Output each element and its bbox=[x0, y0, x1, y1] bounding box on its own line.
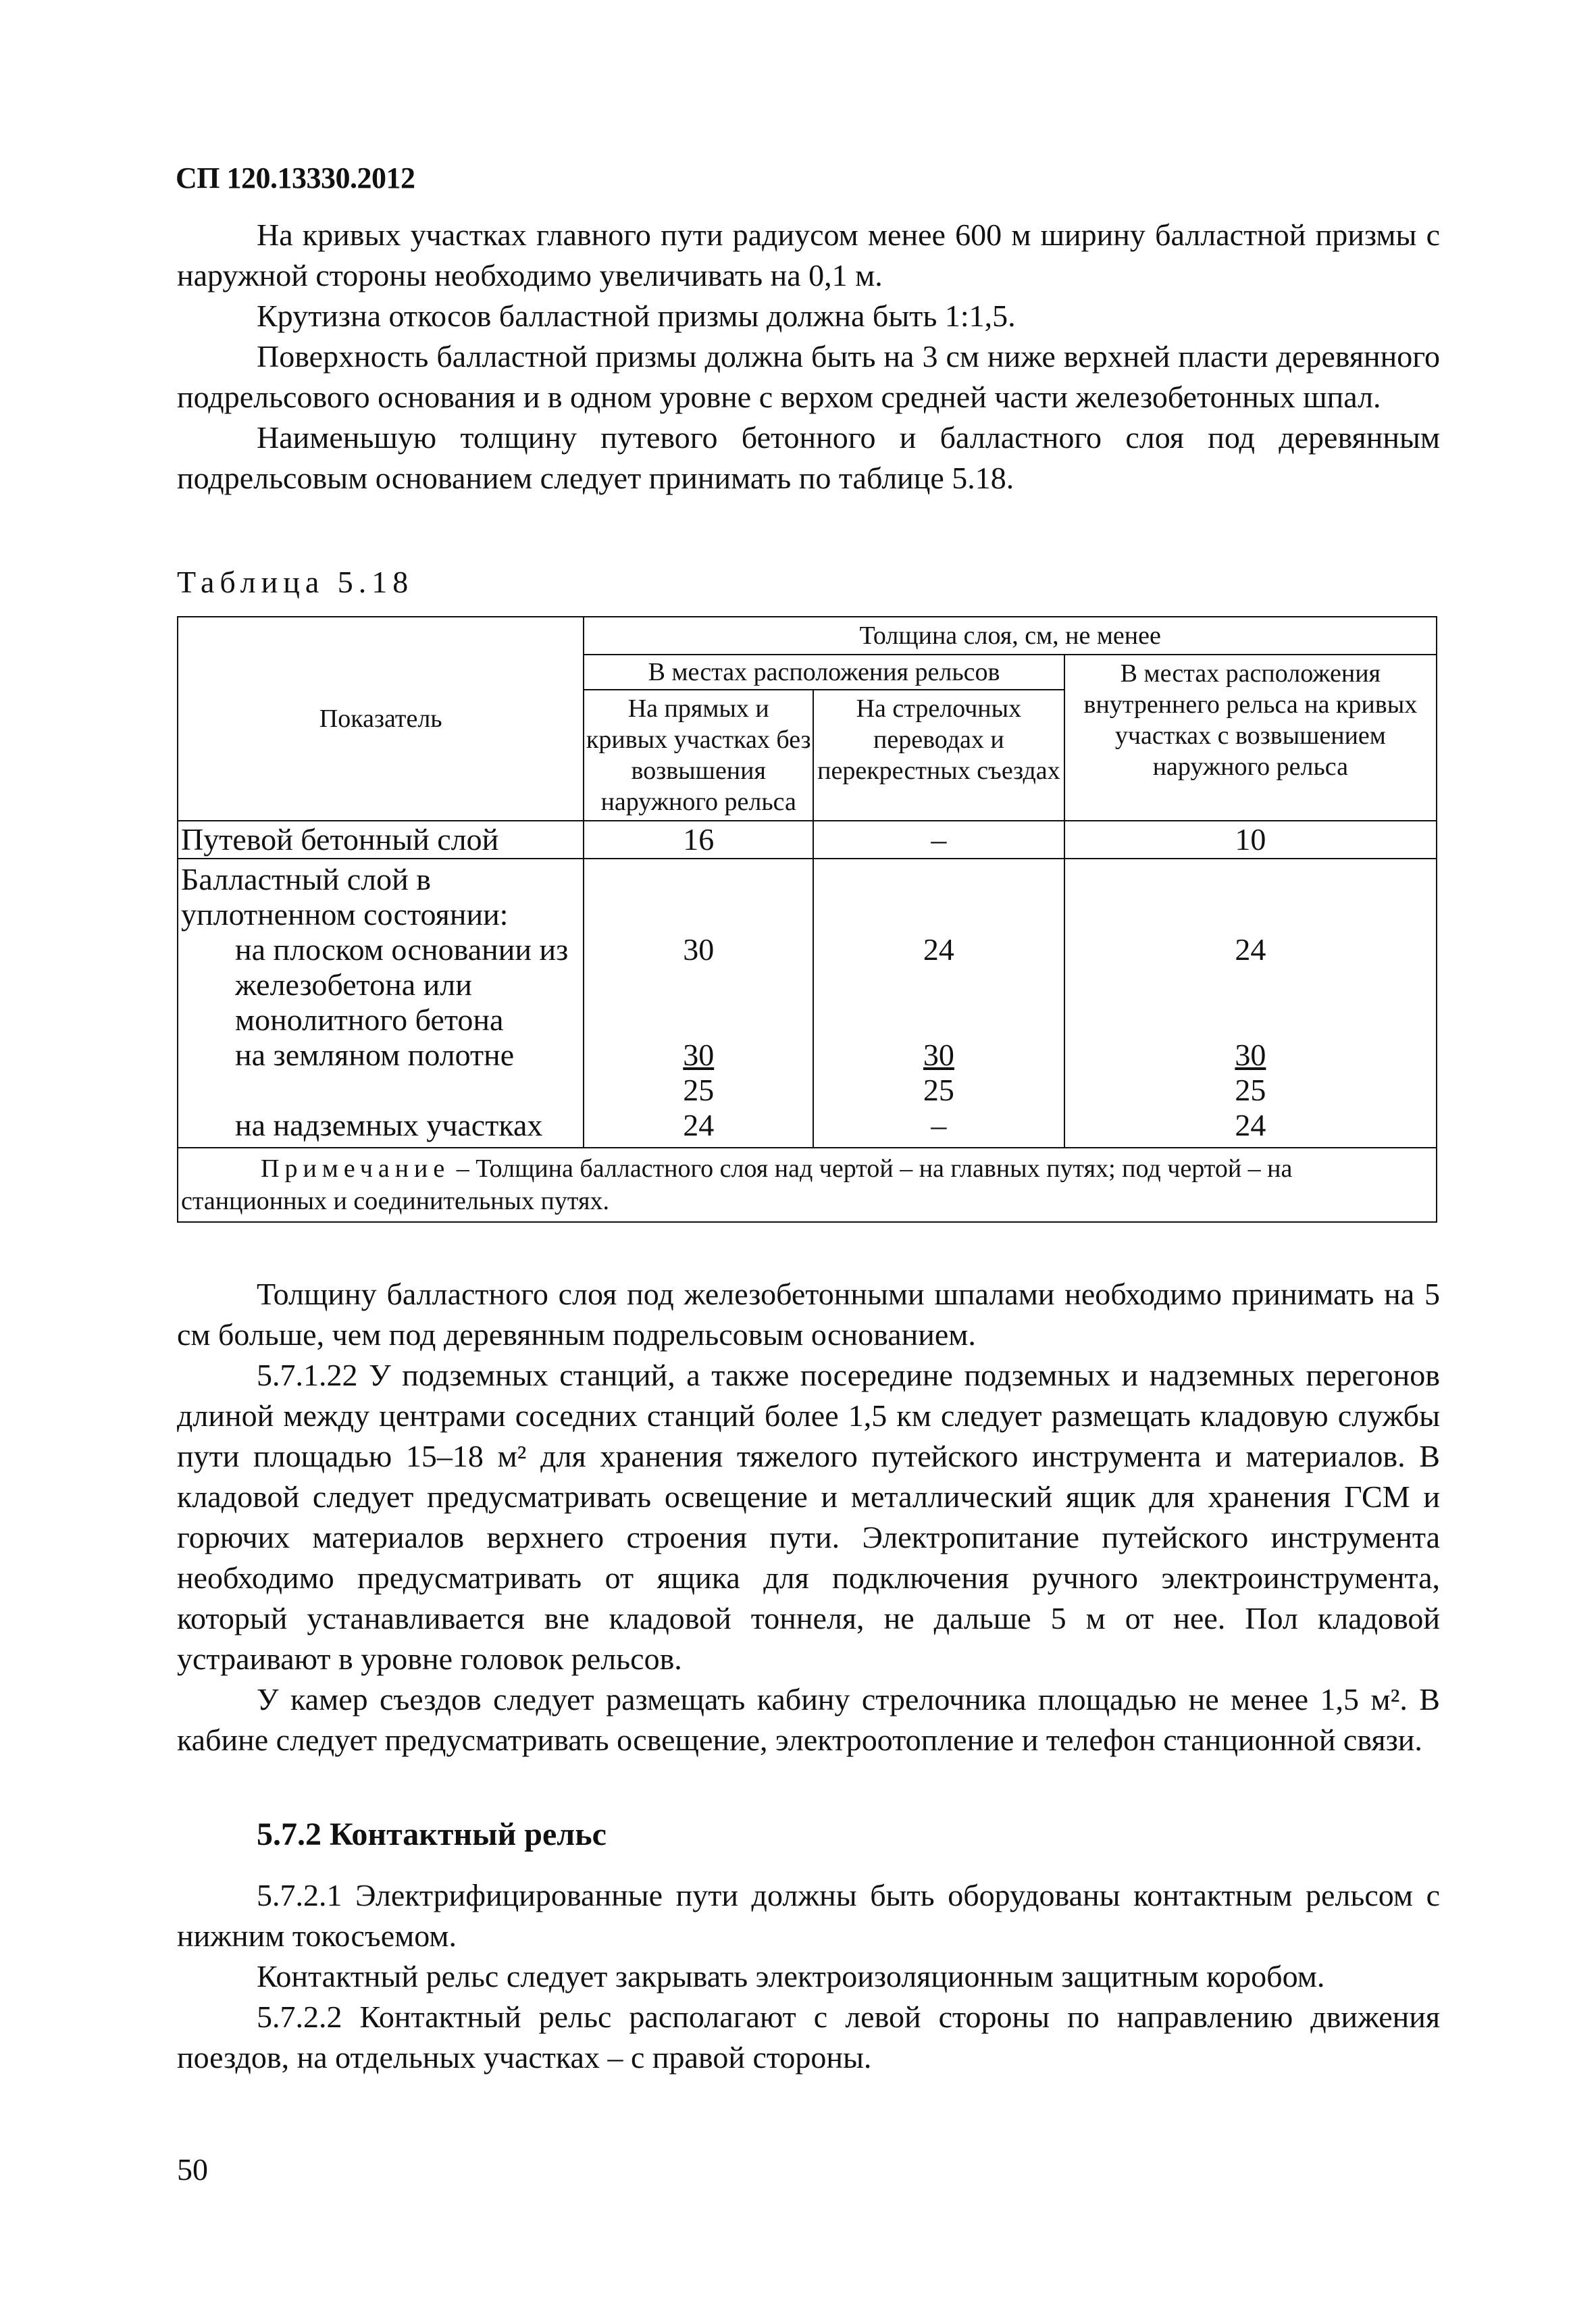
cell-value: 24 bbox=[683, 1108, 715, 1142]
header-straight-sections: На прямых и кривых участках без возвышения наружного рельса bbox=[584, 690, 813, 821]
cell-value: 10 bbox=[1064, 821, 1437, 859]
section-heading: 5.7.2 Контактный рельс bbox=[257, 1816, 607, 1852]
paragraph: 5.7.1.22 У подземных станций, а также посередине подземных и надземных перегонов длиной между центрами соседних станций более 1,5 км следует размещать кладовую службы пути площадью 15–18 м² для хранения тяжелого путейского инструмента и материалов. В кладовой следует предусматривать освещение и металлический ящик для хранения ГСМ и горючих материалов верхнего строения пути. Электропитание путейского инструмента необходимо предусматривать от ящика для подключения ручного электроинструмента, который устанавливается вне кладовой тоннеля, не дальше 5 м от нее. Пол кладовой устраивают в уровне головок рельсов. bbox=[177, 1358, 1440, 1676]
table-note bbox=[178, 1148, 1437, 1222]
paragraph: 5.7.2.2 Контактный рельс располагают с левой стороны по направлению движения поездов, на отдельных участках – с правой стороны. bbox=[177, 2000, 1440, 2075]
note-text: – Толщина балластного слоя над чертой – на главных путях; под чертой – на станционных и соединительных путях. bbox=[181, 1154, 1293, 1215]
sub-row-label: на плоском основании из bbox=[235, 932, 569, 967]
paragraph: Поверхность балластной призмы должна быть на 3 см ниже верхней пласти деревянного подрельсового основания и в одном уровне с верхом средней части железобетонных шпал. bbox=[177, 339, 1440, 414]
ballast-values-col3 bbox=[1064, 859, 1437, 1148]
cell-value: 24 bbox=[923, 932, 954, 967]
header-inner-rail: В местах расположения внутреннего рельса на кривых участках с возвышением наружного рельса bbox=[1064, 655, 1437, 821]
page-number: 50 bbox=[177, 2152, 208, 2187]
paragraph: Толщину балластного слоя под железобетонными шпалами необходимо принимать на 5 см больше, чем под деревянным подрельсовым основанием. bbox=[177, 1277, 1440, 1352]
cell-value-denominator: 25 bbox=[1235, 1073, 1266, 1107]
row-label-line: Балластный слой в bbox=[181, 862, 431, 896]
table-caption: Таблица 5.18 bbox=[177, 565, 414, 599]
sub-row-label: на надземных участках bbox=[235, 1108, 543, 1142]
header-indicator: Показатель bbox=[178, 617, 584, 821]
cell-value: 30 bbox=[683, 932, 715, 967]
header-thickness: Толщина слоя, см, не менее bbox=[584, 617, 1437, 655]
cell-value-numerator: 30 bbox=[1235, 1038, 1266, 1072]
sub-row-label: монолитного бетона bbox=[235, 1002, 504, 1037]
sub-row-label: на земляном полотне bbox=[235, 1038, 515, 1072]
row-label-concrete-layer: Путевой бетонный слой bbox=[178, 821, 584, 859]
paragraph: У камер съездов следует размещать кабину стрелочника площадью не менее 1,5 м². В кабине следует предусматривать освещение, электроотопление и телефон станционной связи. bbox=[177, 1682, 1440, 1757]
section-5-7-2 bbox=[177, 1814, 1440, 2078]
paragraph: 5.7.2.1 Электрифицированные пути должны быть оборудованы контактным рельсом с нижним токосъемом. bbox=[177, 1878, 1440, 1953]
document-code-header: СП 120.13330.2012 bbox=[176, 161, 415, 195]
cell-value-numerator: 30 bbox=[923, 1038, 954, 1072]
row-label-line: уплотненном состоянии: bbox=[181, 897, 509, 932]
ballast-values-col1 bbox=[584, 859, 813, 1148]
sub-row-label: железобетона или bbox=[235, 967, 472, 1002]
cell-value: – bbox=[813, 821, 1064, 859]
cell-value-numerator: 30 bbox=[683, 1038, 715, 1072]
header-rails-group: В местах расположения рельсов bbox=[584, 655, 1064, 690]
header-turnouts: На стрелочных переводах и перекрестных съездах bbox=[813, 690, 1064, 821]
cell-value: 16 bbox=[584, 821, 813, 859]
paragraph: Крутизна откосов балластной призмы должна быть 1:1,5. bbox=[257, 299, 1016, 333]
after-table-text bbox=[177, 1274, 1440, 1760]
paragraph: На кривых участках главного пути радиусом менее 600 м ширину балластной призмы с наружной стороны необходимо увеличивать на 0,1 м. bbox=[177, 218, 1440, 293]
cell-value: – bbox=[931, 1108, 947, 1142]
ballast-values-col2 bbox=[813, 859, 1064, 1148]
row-label-ballast-layer bbox=[178, 859, 584, 1148]
note-label: Примечание bbox=[261, 1154, 451, 1183]
cell-value: 24 bbox=[1235, 1108, 1266, 1142]
intro-text bbox=[177, 215, 1440, 499]
cell-value: 24 bbox=[1235, 932, 1266, 967]
cell-value-denominator: 25 bbox=[923, 1073, 954, 1107]
paragraph: Наименьшую толщину путевого бетонного и балластного слоя под деревянным подрельсовым основанием следует принимать по таблице 5.18. bbox=[177, 420, 1440, 495]
cell-value-denominator: 25 bbox=[683, 1073, 715, 1107]
layer-thickness-table bbox=[177, 616, 1437, 1223]
paragraph: Контактный рельс следует закрывать электроизоляционным защитным коробом. bbox=[257, 1959, 1325, 1993]
